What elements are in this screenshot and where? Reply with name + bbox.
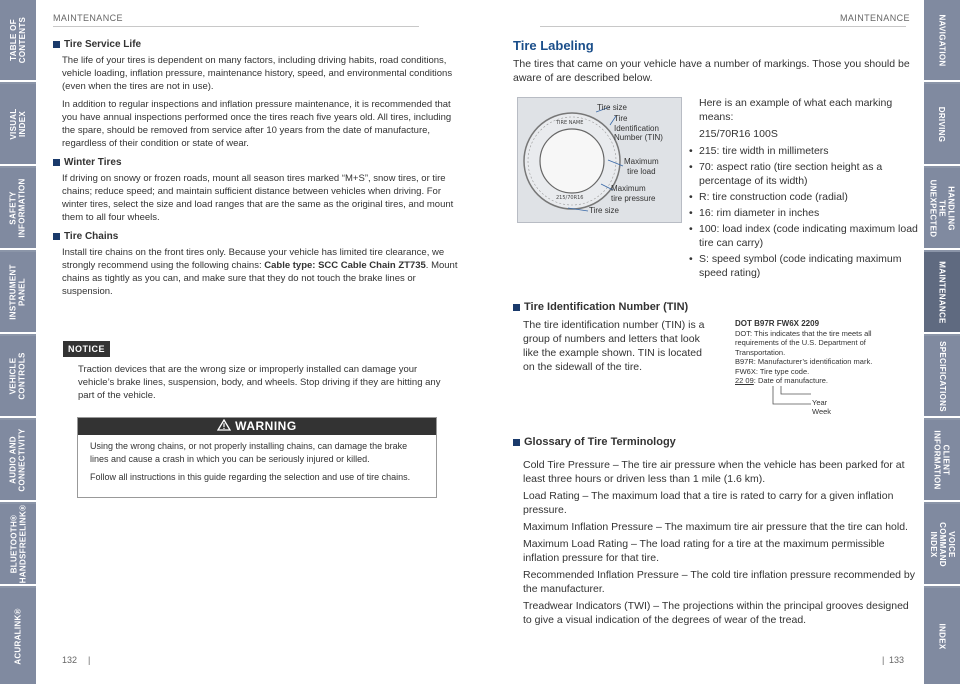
right-page-number: 133 [889,655,905,665]
glossary-heading: Glossary of Tire Terminology [513,436,676,448]
tab-label: SPECIFICATIONS [937,340,947,412]
right-page-header: MAINTENANCE [840,13,910,23]
marking-list [688,144,918,280]
service-life-p2: In addition to regular inspections and inflation pressure maintenance, it is recommended that you have annual inspections performed once the tires reach five years old. All tires, including the spare, should be removed from service after 10 years from the date of manufacture, regardless of their condition or state of wear. [62,99,452,149]
list-item: • 100: load index (code indicating maximum load tire can carry) [688,222,918,250]
tin-text: The tire identification number (TIN) is a group of numbers and letters that look like the example shown. TIN is located on the sidewall of the tire. [523,319,705,373]
label-tire-size-top: Tire size [597,103,627,112]
list-item: • S: speed symbol (code indicating maximum speed rating) [688,252,918,280]
tab-label: HANDLING THE UNEXPECTED [928,179,956,237]
year-label: Year [812,398,828,407]
warning-box [77,417,437,498]
tab-driving[interactable] [924,84,960,166]
marking-example [688,96,918,282]
dot-line-3: FW6X: Tire type code. [735,366,810,376]
left-column [53,38,458,303]
tab-client-information[interactable] [924,420,960,502]
winter-heading: Winter Tires [53,156,458,169]
service-life-heading: Tire Service Life [53,38,458,51]
label-tire-size-bottom: Tire size [589,206,619,215]
dot-code: DOT B97R FW6X 2209 [735,319,820,328]
example-heading: Here is an example of what each marking means: [699,97,893,123]
notice-text: Traction devices that are the wrong size or improperly installed can damage your vehicle’s brake lines, suspension, body, and wheels. Stop driving if they are hitting any part of the vehicle. [78,364,441,401]
tab-label: MAINTENANCE [937,260,947,324]
tab-instrument-panel[interactable] [0,252,36,334]
label-tin: Tire Identification Number (TIN) [614,114,663,142]
glossary-item: Load Rating – The maximum load that a tire is rated to carry for a given inflation pressure. [523,490,894,516]
dot-line-2: B97R: Manufacturer’s identification mark. [735,357,873,366]
header-divider [53,26,419,27]
left-tab-rail [0,0,36,684]
tab-handling-the-unexpected[interactable] [924,168,960,250]
tab-table-of-contents[interactable] [0,0,36,82]
tab-vehicle-controls[interactable] [0,336,36,418]
winter-p1: If driving on snowy or frozen roads, mount all season tires marked “M+S”, snow tires, or tire chains; reduce speed; and maintain sufficient distance between vehicles when driving. For winter tires, select the size and load ranges that are the same as the original tires, and mount them to all four wheels. [62,173,454,223]
glossary-list [523,458,918,630]
section-square-icon [513,304,520,311]
label-max-load: Maximum tire load [624,157,659,176]
section-square-icon [53,41,60,48]
glossary-item: Recommended Inflation Pressure – The cold tire inflation pressure recommended by the manufacturer. [523,569,916,595]
tab-specifications[interactable] [924,336,960,418]
section-square-icon [513,439,520,446]
service-life-p1: The life of your tires is dependent on many factors, including driving habits, road conditions, vehicle loading, inflation pressure, maintenance history, speed, and environmental conditions (even when the tires are not in use). [62,55,453,92]
tab-acuralink[interactable] [0,588,36,684]
left-page-header: MAINTENANCE [53,13,123,23]
warning-body [78,435,436,495]
header-divider [540,26,906,27]
svg-text:TIRE NAME: TIRE NAME [556,120,584,126]
page-number-separator: | [88,655,91,665]
left-page-number: 132 [62,655,78,665]
warning-triangle-icon [217,419,231,431]
tab-label: VEHICLE CONTROLS [9,352,28,400]
chains-heading: Tire Chains [53,230,458,243]
right-tab-rail [924,0,960,684]
tab-safety-information[interactable] [0,168,36,250]
chains-p1: Install tire chains on the front tires only. Because your vehicle has limited tire clearance, we strongly recommend using the following chains: Cable type: SCC Cable Chain ZT735. Mount chains as tightly as you can, and make sure that they do not touch the brake lines or suspension. [62,247,458,297]
dot-code-example [735,319,915,416]
page-number-separator: | [882,655,885,665]
warning-header: WARNING [78,418,436,435]
tab-label: CLIENT INFORMATION [933,430,951,490]
tab-label: ACURALINK® [13,607,23,665]
tin-heading: Tire Identification Number (TIN) [513,301,688,313]
warning-p2: Follow all instructions in this guide regarding the selection and use of tire chains. [90,472,411,482]
dot-line-4: 22 09: Date of manufacture. [735,376,828,385]
warning-p1: Using the wrong chains, or not properly installing chains, can damage the brake lines and cause a crash in which you can be seriously injured or killed. [90,441,408,464]
list-item: • R: tire construction code (radial) [688,190,918,204]
tire-labeling-intro: The tires that came on your vehicle have a number of markings. Those you should be aware of are described below. [513,58,910,84]
tab-label: TABLE OF CONTENTS [9,16,27,64]
tab-label: SAFETY INFORMATION [9,178,27,238]
notice-label: NOTICE [63,341,110,357]
tab-label: VOICE COMMAND INDEX [928,521,956,567]
tab-label: BLUETOOTH® HANDSFREELINK® [9,504,28,584]
glossary-item: Maximum Inflation Pressure – The maximum tire air pressure that the tire can hold. [523,521,908,533]
label-max-pressure: Maximum tire pressure [611,184,656,203]
list-item: • 16: rim diameter in inches [688,206,918,220]
svg-text:215/70R16: 215/70R16 [556,195,584,201]
week-label: Week [812,407,832,416]
tab-label: INSTRUMENT PANEL [9,264,28,320]
glossary-item: Cold Tire Pressure – The tire air pressure when the vehicle has been parked for at least three hours or driven less than 1 mile (1.6 km). [523,459,905,485]
tab-label: AUDIO AND CONNECTIVITY [9,428,28,492]
tab-visual-index[interactable] [0,84,36,166]
dot-line-1: DOT: This indicates that the tire meets all requirements of the U.S. Department of Transportation. [735,328,872,357]
tab-label: DRIVING [937,106,947,142]
chain-model: Cable type: SCC Cable Chain ZT735 [264,260,426,271]
tab-bluetooth-handsfreelink[interactable] [0,504,36,586]
section-square-icon [53,159,60,166]
tab-voice-command-index[interactable] [924,504,960,586]
section-square-icon [53,233,60,240]
list-item: • 70: aspect ratio (tire section height as a percentage of its width) [688,160,918,188]
tab-label: VISUAL INDEX [9,108,27,140]
glossary-item: Maximum Load Rating – The load rating for a tire at the maximum permissible inflation pressure for that tire. [523,538,885,564]
tab-index[interactable] [924,588,960,684]
tab-navigation[interactable] [924,0,960,82]
tab-audio-connectivity[interactable] [0,420,36,502]
tire-labeling-title: Tire Labeling [513,38,594,53]
example-size: 215/70R16 100S [699,128,778,140]
tab-label: NAVIGATION [937,13,947,67]
tab-maintenance[interactable] [924,252,960,334]
list-item: • 215: tire width in millimeters [688,144,918,158]
tab-label: INDEX [937,623,947,649]
tire-sidewall-diagram [517,97,682,223]
glossary-item: Treadwear Indicators (TWI) – The projections within the principal grooves designed to give a visual indication of the degrees of wear of the tread. [523,600,909,626]
